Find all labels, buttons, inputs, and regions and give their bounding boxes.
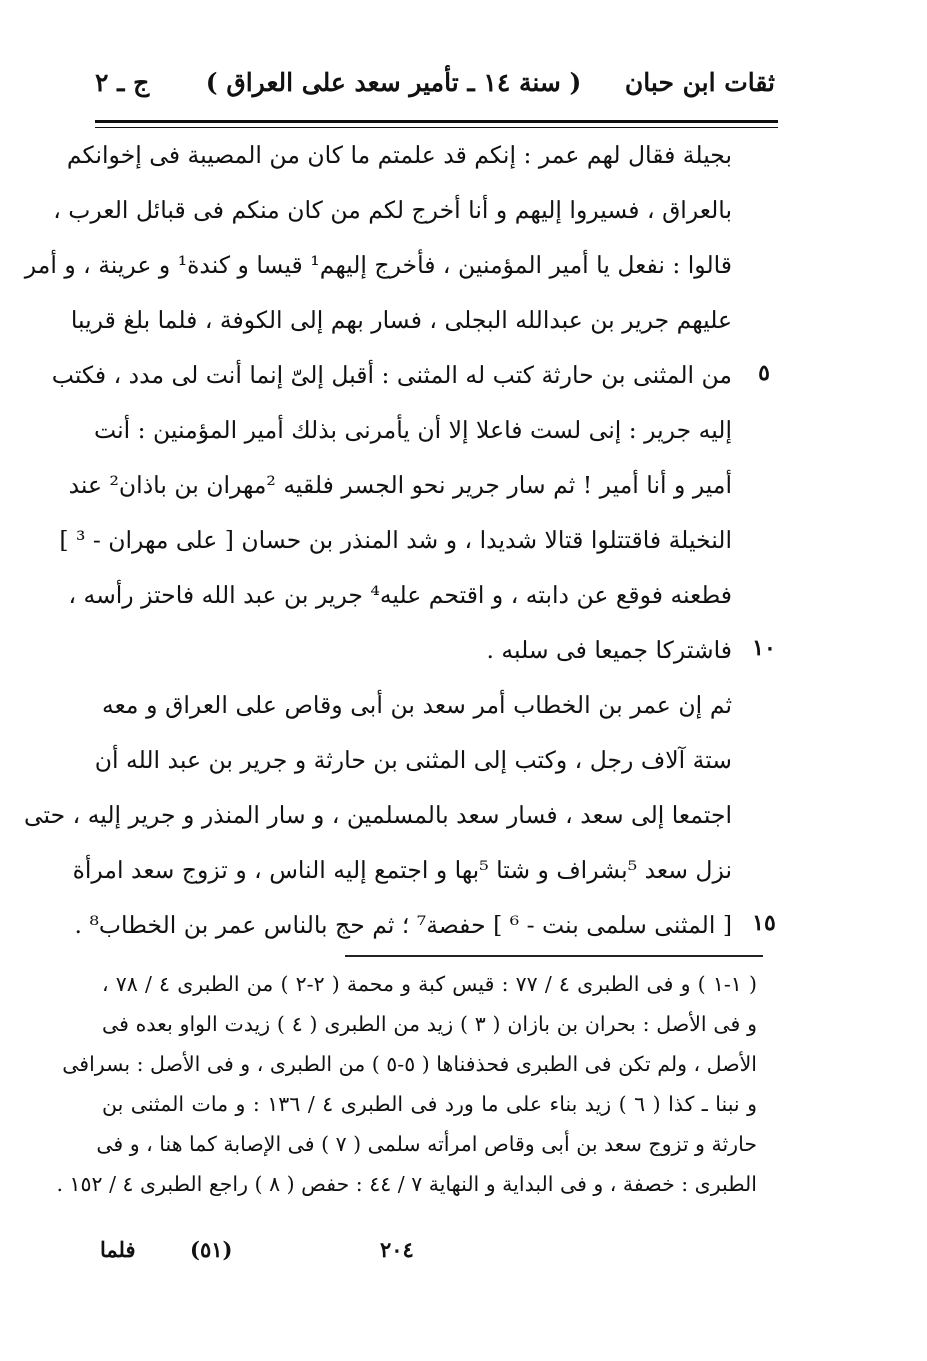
text-line: فاشتركا جميعا فى سلبه . [486,636,732,664]
text-line: بالعراق ، فسيروا إليهم و أنا أخرج لكم من كان منكم فى قبائل العرب ، [53,196,732,224]
footnote-separator [345,955,763,957]
footnote-line: و نبنا ـ كذا ( ٦ ) زيد بناء على ما ورد فى الطبرى ٤ / ١٣٦ : و مات المثنى بن [102,1092,757,1116]
footnote-line: الأصل ، ولم تكن فى الطبرى فحذفناها ( ٥-٥ ) من الطبرى ، و فى الأصل : بسرافى [62,1052,757,1076]
text-line: من المثنى بن حارثة كتب له المثنى : أقبل إلىّ إنما أنت لى مدد ، فكتب [51,361,732,389]
text-line: [ المثنى سلمى بنت - ⁶ ] حفصة⁷ ؛ ثم حج بالناس عمر بن الخطاب⁸ . [74,911,732,939]
text-line: ستة آلاف رجل ، وكتب إلى المثنى بن حارثة و جرير بن عبد الله أن [94,746,732,774]
text-line: فطعنه فوقع عن دابته ، و اقتحم عليه⁴ جرير بن عبد الله فاحتز رأسه ، [68,581,732,609]
text-line: أمير و أنا أمير ! ثم سار جرير نحو الجسر فلقيه ²مهران بن باذان² عند [68,471,732,499]
text-line: ثم إن عمر بن الخطاب أمر سعد بن أبى وقاص على العراق و معه [102,691,732,719]
text-line: إليه جرير : إنى لست فاعلا إلا أن يأمرنى بذلك أمير المؤمنين : أنت [94,416,732,444]
text-line: بجيلة فقال لهم عمر : إنكم قد علمتم ما كان من المصيبة فى إخوانكم [66,141,732,169]
sheet-number: (٥١) [190,1237,233,1262]
page-footer [100,1237,750,1273]
volume-label: ج ـ ٢ [95,68,150,97]
text-line: قالوا : نفعل يا أمير المؤمنين ، فأخرج إليهم¹ قيسا و كندة¹ و عرينة ، و أمر [24,251,732,279]
page-number: ٢٠٤ [380,1237,414,1262]
text-line: اجتمعا إلى سعد ، فسار سعد بالمسلمين ، و سار المنذر و جرير إليه ، حتى [23,801,732,829]
catchword: فلما [100,1237,136,1262]
text-line: النخيلة فاقتتلوا قتالا شديدا ، و شد المنذر بن حسان [ على مهران - ³ ] [59,526,732,554]
footnote-line: و فى الأصل : بحران بن بازان ( ٣ ) زيد من الطبرى ( ٤ ) زيدت الواو بعده فى [102,1012,757,1036]
header-rule-thick [95,120,778,123]
footnote-line: الطبرى : خصفة ، و فى البداية و النهاية ٧ / ٤٤ : حفص ( ٨ ) راجع الطبرى ٤ / ١٥٢ . [56,1172,757,1196]
header-rule-thin [95,127,778,128]
line-number: ١٥ [752,910,776,936]
section-title: ( سنة ١٤ ـ تأمير سعد على العراق ) [205,68,582,97]
footnote-line: ( ١-١ ) و فى الطبرى ٤ / ٧٧ : قيس كبة و محمة ( ٢-٢ ) من الطبرى ٤ / ٧٨ ، [102,972,757,996]
line-number: ٥ [758,360,770,386]
line-number: ١٠ [752,635,776,661]
header-title [206,68,775,97]
footnote-line: حارثة و تزوج سعد بن أبى وقاص امرأته سلمى ( ٧ ) فى الإصابة كما هنا ، و فى [96,1132,757,1156]
text-line: عليهم جرير بن عبدالله البجلى ، فسار بهم إلى الكوفة ، فلما بلغ قريبا [70,306,732,334]
text-line: نزل سعد ⁵بشراف و شتا ⁵بها و اجتمع إليه الناس ، و تزوج سعد امرأة [72,856,732,884]
book-title: ثقات ابن حبان [624,68,775,97]
running-header [95,62,775,108]
